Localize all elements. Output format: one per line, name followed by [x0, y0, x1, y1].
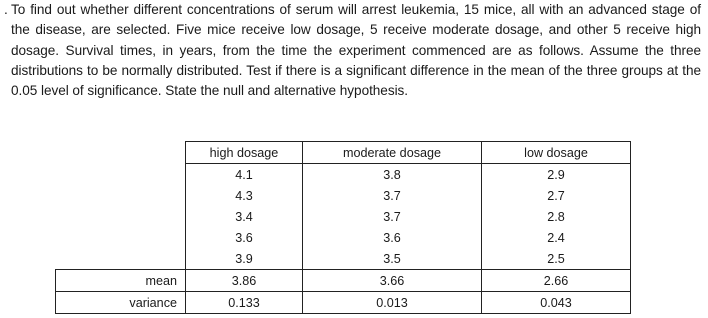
table-row: [56, 227, 631, 248]
variance-moderate-dosage: 0.013: [303, 292, 482, 314]
mean-label: mean: [56, 270, 186, 292]
mean-high-dosage: 3.86: [186, 270, 303, 292]
variance-high-dosage: 0.133: [186, 292, 303, 314]
variance-label: variance: [56, 292, 186, 314]
variance-row: [56, 292, 631, 314]
header-high-dosage: high dosage: [186, 142, 303, 164]
header-empty-cell: [56, 142, 186, 164]
problem-statement: [4, 0, 701, 101]
table-cell: 3.7: [303, 185, 482, 206]
table-cell: 3.6: [303, 227, 482, 248]
table-cell: 3.9: [186, 248, 303, 270]
table-cell: 2.8: [482, 206, 631, 227]
table-row: [56, 206, 631, 227]
table-cell: 3.4: [186, 206, 303, 227]
problem-text: To find out whether different concentrations of serum will arrest leukemia, 15 mice, all with an advanced stage of the disease, are selected. Five mice receive low dosage, 5 receive moderate dosage, and other 5 receive high dosage. Survival times, in years, from the time the experiment commenced are as follows. Assume the three distributions to be normally distributed. Test if there is a significant difference in the mean of the three groups at the 0.05 level of significance. State the null and alternative hypothesis.: [11, 2, 701, 99]
table-cell: 2.5: [482, 248, 631, 270]
table-cell: 4.1: [186, 164, 303, 186]
table-row: [56, 164, 631, 186]
table-row: [56, 248, 631, 270]
table-cell: 3.8: [303, 164, 482, 186]
row-empty-cell: [56, 206, 186, 227]
table-cell: 2.7: [482, 185, 631, 206]
table-cell: 3.7: [303, 206, 482, 227]
row-empty-cell: [56, 227, 186, 248]
mean-low-dosage: 2.66: [482, 270, 631, 292]
table-header-row: [56, 142, 631, 164]
row-empty-cell: [56, 248, 186, 270]
table-cell: 3.6: [186, 227, 303, 248]
header-moderate-dosage: moderate dosage: [303, 142, 482, 164]
row-empty-cell: [56, 164, 186, 186]
variance-low-dosage: 0.043: [482, 292, 631, 314]
table-cell: 3.5: [303, 248, 482, 270]
row-empty-cell: [56, 185, 186, 206]
bullet-mark: .: [4, 2, 8, 17]
mean-moderate-dosage: 3.66: [303, 270, 482, 292]
mean-row: [56, 270, 631, 292]
table-cell: 2.9: [482, 164, 631, 186]
table-cell: 4.3: [186, 185, 303, 206]
header-low-dosage: low dosage: [482, 142, 631, 164]
table-cell: 2.4: [482, 227, 631, 248]
survival-times-table: [55, 141, 631, 314]
table-row: [56, 185, 631, 206]
